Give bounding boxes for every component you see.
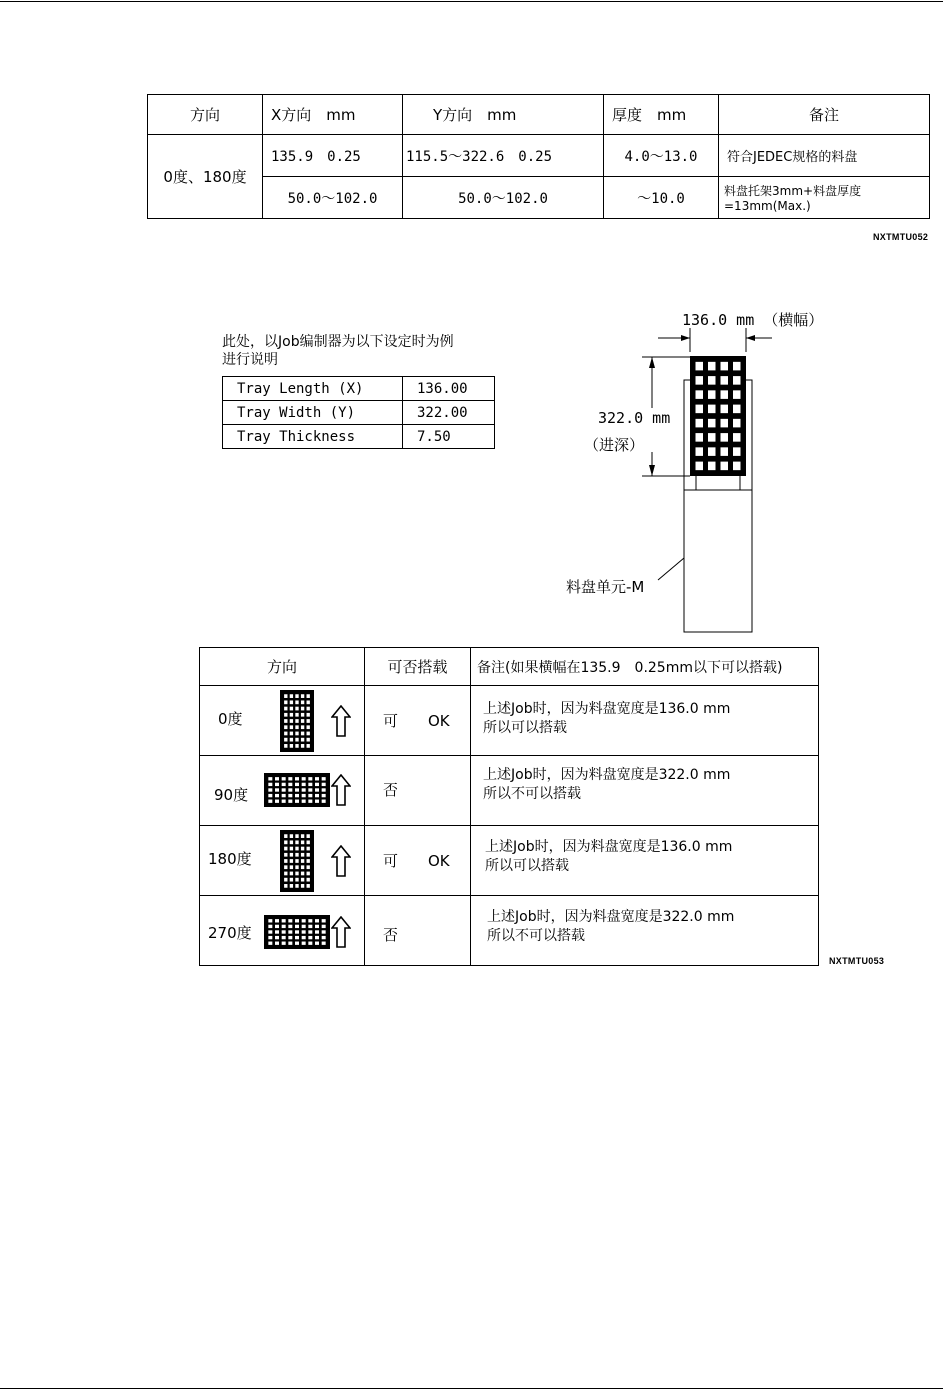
figure-code: NXTMTU053 xyxy=(829,956,885,966)
tray-vertical-icon xyxy=(280,690,314,752)
depth-dimension-note: （进深） xyxy=(584,436,645,454)
orient-header-direction: 方向 xyxy=(200,648,365,686)
orient-note-line: 所以可以搭载 xyxy=(483,720,567,736)
spec-x-value: 50.0～102.0 xyxy=(263,177,403,219)
setting-value: 136.00 xyxy=(403,377,495,401)
orient-angle: 90度 xyxy=(214,786,249,804)
depth-dimension-label: 322.0 mm xyxy=(598,409,671,427)
orient-note-line: 上述Job时，因为料盘宽度是136.0 mm xyxy=(485,839,733,855)
tray-unit-label: 料盘单元-M xyxy=(566,578,645,596)
spec-y-value: 50.0～102.0 xyxy=(403,177,604,219)
orient-loadable: 否 xyxy=(365,756,471,826)
orient-note xyxy=(471,756,819,826)
spec-header-thickness: 厚度 mm xyxy=(604,95,719,135)
orient-angle: 0度 xyxy=(218,710,243,728)
orient-note-line: 所以不可以搭载 xyxy=(483,786,581,802)
up-arrow-icon xyxy=(331,774,351,806)
orient-note xyxy=(471,826,819,896)
example-intro-line: 此处，以Job编制器为以下设定时为例 xyxy=(222,334,454,350)
spec-header-note: 备注 xyxy=(719,95,930,135)
orientation-row xyxy=(200,826,819,896)
width-dimension-label: 136.0 mm （横幅） xyxy=(682,311,824,329)
tray-horizontal-icon xyxy=(264,773,330,807)
orient-angle-cell xyxy=(200,756,365,826)
orient-loadable: 否 xyxy=(365,896,471,966)
top-rule xyxy=(0,1,943,2)
up-arrow-icon xyxy=(331,916,351,948)
spec-y-value: 115.5～322.6 0.25 xyxy=(403,135,604,177)
spec-header-direction: 方向 xyxy=(148,95,263,135)
orient-header-loadable: 可否搭载 xyxy=(365,648,471,686)
orient-note-line: 上述Job时，因为料盘宽度是136.0 mm xyxy=(483,701,731,717)
orient-angle: 180度 xyxy=(208,850,252,868)
spec-header-y: Y方向 mm xyxy=(403,95,604,135)
spec-table xyxy=(147,94,930,219)
orientation-row xyxy=(200,756,819,826)
orientation-row xyxy=(200,896,819,966)
orient-note xyxy=(471,896,819,966)
tray-icon xyxy=(690,356,746,476)
orient-loadable: 可 OK xyxy=(365,686,471,756)
spec-note-value: 符合JEDEC规格的料盘 xyxy=(719,135,930,177)
spec-thickness-value: ～10.0 xyxy=(604,177,719,219)
setting-label: Tray Length (X) xyxy=(223,377,403,401)
spec-direction-cell: 0度、180度 xyxy=(148,135,263,219)
orient-header-note: 备注(如果横幅在135.9 0.25mm以下可以搭载) xyxy=(471,648,819,686)
orient-angle: 270度 xyxy=(208,924,252,942)
orient-note-line: 所以不可以搭载 xyxy=(487,928,585,944)
orient-angle-cell xyxy=(200,686,365,756)
bottom-rule xyxy=(0,1388,943,1389)
orientation-table xyxy=(199,647,819,966)
orient-note-line: 所以可以搭载 xyxy=(485,858,569,874)
up-arrow-icon xyxy=(331,705,351,737)
orient-note-line: 上述Job时，因为料盘宽度是322.0 mm xyxy=(483,767,731,783)
spec-thickness-value: 4.0～13.0 xyxy=(604,135,719,177)
spec-x-value: 135.9 0.25 xyxy=(263,135,403,177)
orient-angle-cell xyxy=(200,826,365,896)
up-arrow-icon xyxy=(331,845,351,877)
orient-loadable: 可 OK xyxy=(365,826,471,896)
orient-note xyxy=(471,686,819,756)
example-intro xyxy=(222,333,454,369)
orientation-row xyxy=(200,686,819,756)
example-intro-line: 进行说明 xyxy=(222,352,278,368)
spec-note-value: 料盘托架3mm+料盘厚度=13mm(Max.) xyxy=(719,177,930,219)
settings-table xyxy=(222,376,495,449)
tray-horizontal-icon xyxy=(264,915,330,949)
setting-value: 322.00 xyxy=(403,401,495,425)
figure-code: NXTMTU052 xyxy=(873,232,929,242)
spec-header-x: X方向 mm xyxy=(263,95,403,135)
tray-vertical-icon xyxy=(280,830,314,892)
setting-label: Tray Width (Y) xyxy=(223,401,403,425)
setting-label: Tray Thickness xyxy=(223,425,403,449)
orient-angle-cell xyxy=(200,896,365,966)
orient-note-line: 上述Job时，因为料盘宽度是322.0 mm xyxy=(487,909,735,925)
setting-value: 7.50 xyxy=(403,425,495,449)
